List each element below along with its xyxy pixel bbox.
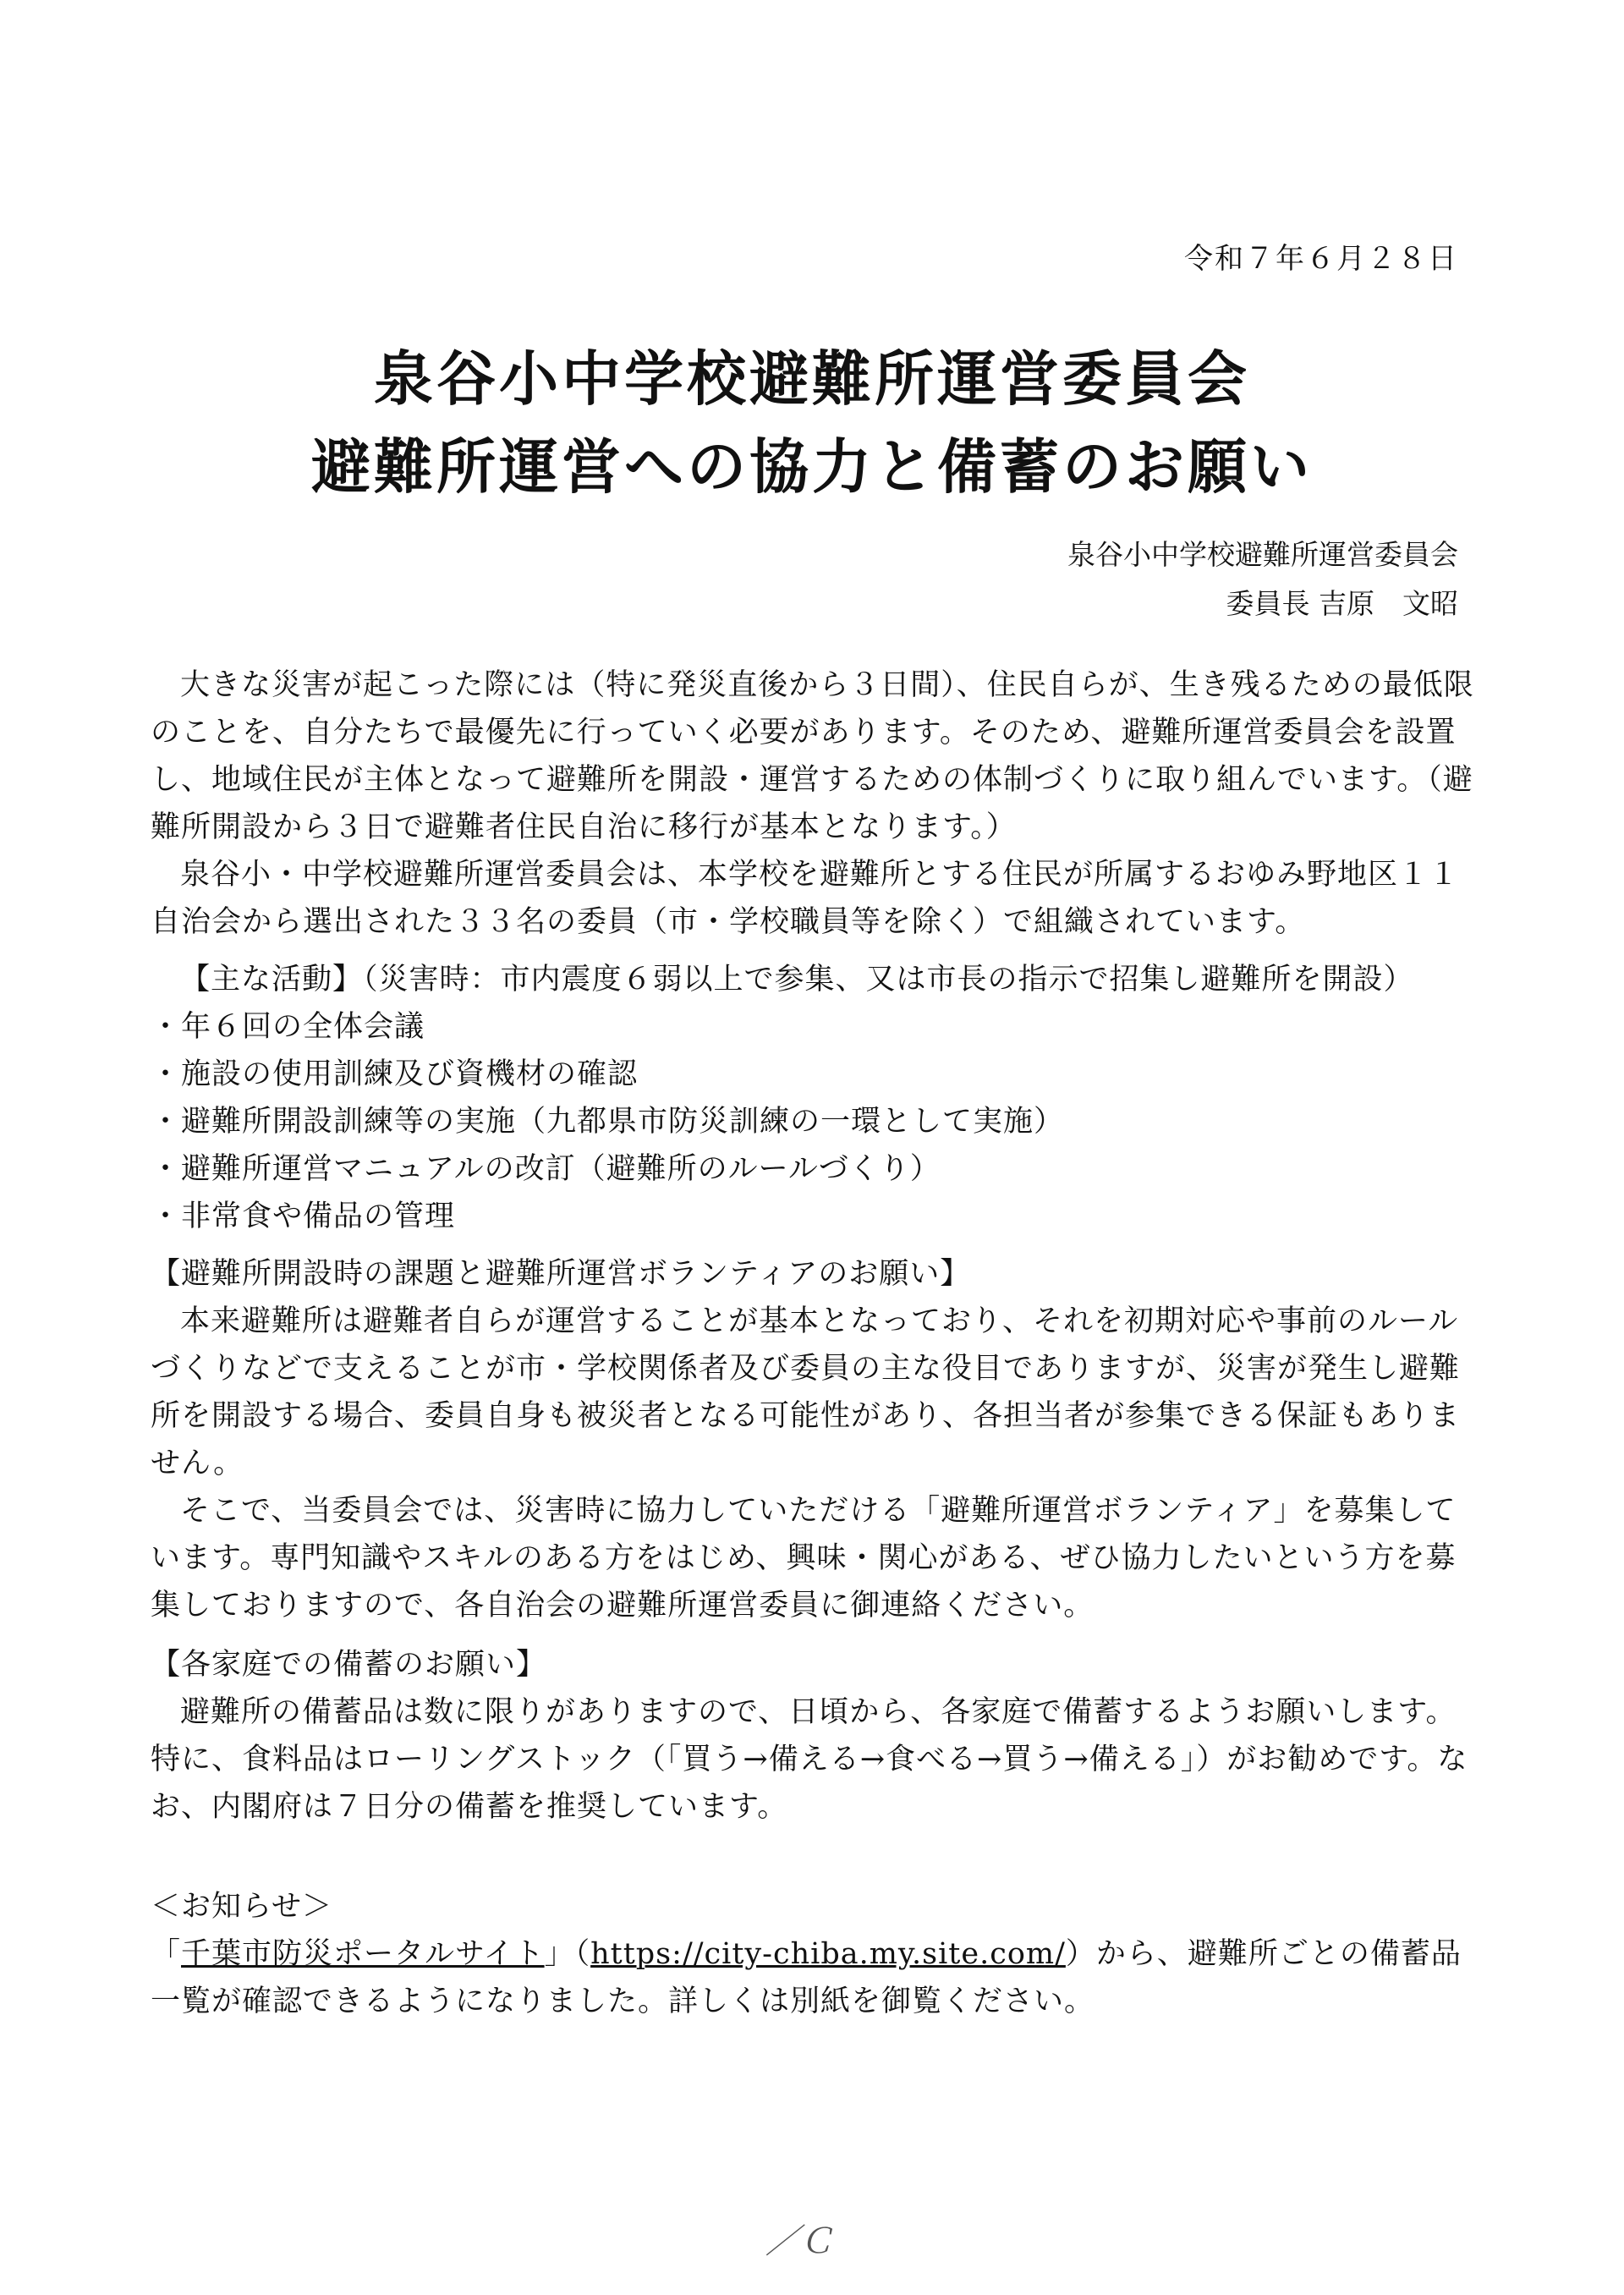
list-item: ・施設の使用訓練及び資機材の確認 (151, 1057, 639, 1091)
volunteer-section (151, 1250, 1475, 1629)
portal-site-link[interactable]: 千葉市防災ポータルサイト (181, 1937, 545, 1971)
volunteer-paragraph-2: そこで、当委員会では、災害時に協力していただける「避難所運営ボランティア」を募集しています。専門知識やスキルのある方をはじめ、興味・関心がある、ぜひ協力したいという方を募集しておりますので、各自治会の避難所運営委員に御連絡ください。 (151, 1494, 1457, 1622)
activities-list (151, 1003, 1475, 1240)
title-line-1: 泉谷小中学校避難所運営委員会 (374, 344, 1250, 414)
title-line-2: 避難所運営への協力と備蓄のお願い (311, 432, 1313, 502)
volunteer-heading: 【避難所開設時の課題と避難所運営ボランティアのお願い】 (151, 1257, 971, 1291)
author-name: 委員長 吉原 文昭 (1226, 587, 1458, 620)
paren: ） (1065, 1937, 1096, 1971)
list-item: ・避難所開設訓練等の実施（九都県市防災訓練の一環として実施） (151, 1105, 1065, 1139)
bracket: 「 (151, 1937, 182, 1971)
list-item: ・非常食や備品の管理 (151, 1200, 456, 1233)
activities-section (151, 956, 1475, 1240)
stock-heading: 【各家庭での備蓄のお願い】 (151, 1648, 547, 1682)
bracket: 」 (544, 1937, 575, 1971)
handwritten-page-mark: ／Ｃ (765, 2222, 833, 2261)
document-date: 令和７年６月２８日 (1184, 242, 1458, 276)
notice-section (151, 1883, 1475, 2025)
intro-paragraph-1: 大きな災害が起こった際には（特に発災直後から３日間）、住民自らが、生き残るための最低限のことを、自分たちで最優先に行っていく必要があります。そのため、避難所運営委員会を設置し、地域住民が主体となって避難所を開設・運営するための体制づくりに取り組んでいます。（避難所開設から３日で避難者住民自治に移行が基本となります。） (151, 668, 1474, 844)
paren: （ (574, 1937, 591, 1971)
stock-paragraph: 避難所の備蓄品は数に限りがありますので、日頃から、各家庭で備蓄するようお願いします。特に、食料品はローリングストック（「買う→備える→食べる→買う→備える」）がお勧めです。なお、内閣府は７日分の備蓄を推奨しています。 (151, 1695, 1468, 1824)
list-item: ・避難所運営マニュアルの改訂（避難所のルールづくり） (151, 1152, 941, 1186)
list-item: ・年６回の全体会議 (151, 1010, 425, 1044)
author-organization: 泉谷小中学校避難所運営委員会 (1067, 538, 1458, 571)
notice-heading: ＜お知らせ＞ (151, 1890, 332, 1924)
stock-section (151, 1641, 1475, 1831)
intro-paragraph-2: 泉谷小・中学校避難所運営委員会は、本学校を避難所とする住民が所属するおゆみ野地区１１自治会から選出された３３名の委員（市・学校職員等を除く）で組織されています。 (151, 858, 1460, 939)
activities-heading: 【主な活動】（災害時：市内震度６弱以上で参集、又は市長の指示で招集し避難所を開設） (180, 963, 1414, 997)
portal-url-link[interactable]: https://city-chiba.my.site.com/ (590, 1937, 1066, 1971)
notice-text: から、避難所ごとの備蓄品一覧が確認できるようになりました。詳しくは別紙を御覧ください。 (151, 1937, 1462, 2018)
intro-section (151, 662, 1475, 946)
volunteer-paragraph-1: 本来避難所は避難者自らが運営することが基本となっており、それを初期対応や事前のルールづくりなどで支えることが市・学校関係者及び委員の主な役目でありますが、災害が発生し避難所を開設する場合、委員自身も被災者となる可能性があり、各担当者が参集できる保証もありません。 (151, 1304, 1461, 1480)
notice-paragraph (151, 1930, 1475, 2025)
